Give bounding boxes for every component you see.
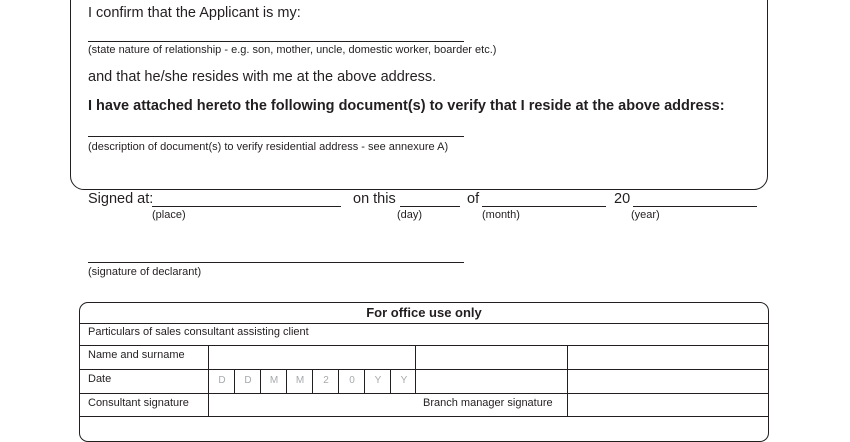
relationship-caption: (state nature of relationship - e.g. son, mother, uncle, domestic worker, boarder etc.) bbox=[88, 44, 497, 56]
date-field-2[interactable] bbox=[417, 371, 565, 389]
place-field[interactable] bbox=[152, 206, 341, 207]
date-box-divider bbox=[260, 369, 261, 393]
name-surname-field-2[interactable] bbox=[417, 347, 565, 365]
on-this-label: on this bbox=[353, 191, 396, 207]
year-caption: (year) bbox=[631, 209, 660, 221]
date-digit-y3: Y bbox=[374, 375, 382, 386]
resides-text: and that he/she resides with me at the above address. bbox=[88, 69, 437, 85]
month-field[interactable] bbox=[482, 206, 606, 207]
month-caption: (month) bbox=[482, 209, 520, 221]
particulars-label: Particulars of sales consultant assisting client bbox=[88, 326, 309, 338]
date-digit-y2: 0 bbox=[349, 375, 355, 386]
place-caption: (place) bbox=[152, 209, 186, 221]
date-digit-y4: Y bbox=[400, 375, 408, 386]
date-label: Date bbox=[88, 373, 112, 385]
col-divider bbox=[567, 345, 568, 416]
day-field[interactable] bbox=[400, 206, 460, 207]
name-surname-label: Name and surname bbox=[88, 349, 185, 361]
documents-caption: (description of document(s) to verify residential address - see annexure A) bbox=[88, 141, 449, 153]
col-divider bbox=[208, 345, 209, 416]
documents-field[interactable] bbox=[88, 136, 464, 137]
row-divider bbox=[80, 416, 768, 417]
date-digit-d2: D bbox=[244, 375, 252, 386]
date-digit-m1: M bbox=[269, 375, 279, 386]
date-box-divider bbox=[364, 369, 365, 393]
date-field-3[interactable] bbox=[569, 371, 767, 389]
row-divider bbox=[80, 323, 768, 324]
signature-field[interactable] bbox=[88, 262, 464, 263]
date-digit-m2: M bbox=[295, 375, 305, 386]
date-box-divider bbox=[390, 369, 391, 393]
date-box-divider bbox=[286, 369, 287, 393]
col-divider bbox=[415, 345, 416, 393]
row-divider bbox=[80, 369, 768, 370]
name-surname-field[interactable] bbox=[210, 347, 414, 365]
day-caption: (day) bbox=[397, 209, 423, 221]
signed-at-label: Signed at: bbox=[88, 191, 154, 207]
date-box-divider bbox=[338, 369, 339, 393]
year-field[interactable] bbox=[633, 206, 757, 207]
declaration-box bbox=[70, 0, 768, 190]
branch-manager-signature-label: Branch manager signature bbox=[423, 397, 553, 409]
date-digit-y1: 2 bbox=[323, 375, 329, 386]
of-label: of bbox=[467, 191, 480, 207]
consultant-signature-field[interactable] bbox=[210, 395, 414, 413]
row-divider bbox=[80, 393, 768, 394]
date-box-divider bbox=[234, 369, 235, 393]
date-box-divider bbox=[312, 369, 313, 393]
signature-caption: (signature of declarant) bbox=[88, 266, 202, 278]
year-prefix: 20 bbox=[614, 191, 631, 207]
row-divider bbox=[80, 345, 768, 346]
name-surname-field-3[interactable] bbox=[569, 347, 767, 365]
date-digit-d1: D bbox=[218, 375, 226, 386]
consultant-signature-label: Consultant signature bbox=[88, 397, 189, 409]
attached-documents-text: I have attached hereto the following document(s) to verify that I reside at the above address: bbox=[88, 98, 725, 114]
office-use-title: For office use only bbox=[366, 305, 482, 320]
relationship-field[interactable] bbox=[88, 41, 464, 42]
office-use-box bbox=[79, 302, 769, 442]
branch-manager-signature-field[interactable] bbox=[569, 395, 767, 413]
confirm-text: I confirm that the Applicant is my: bbox=[88, 5, 301, 21]
